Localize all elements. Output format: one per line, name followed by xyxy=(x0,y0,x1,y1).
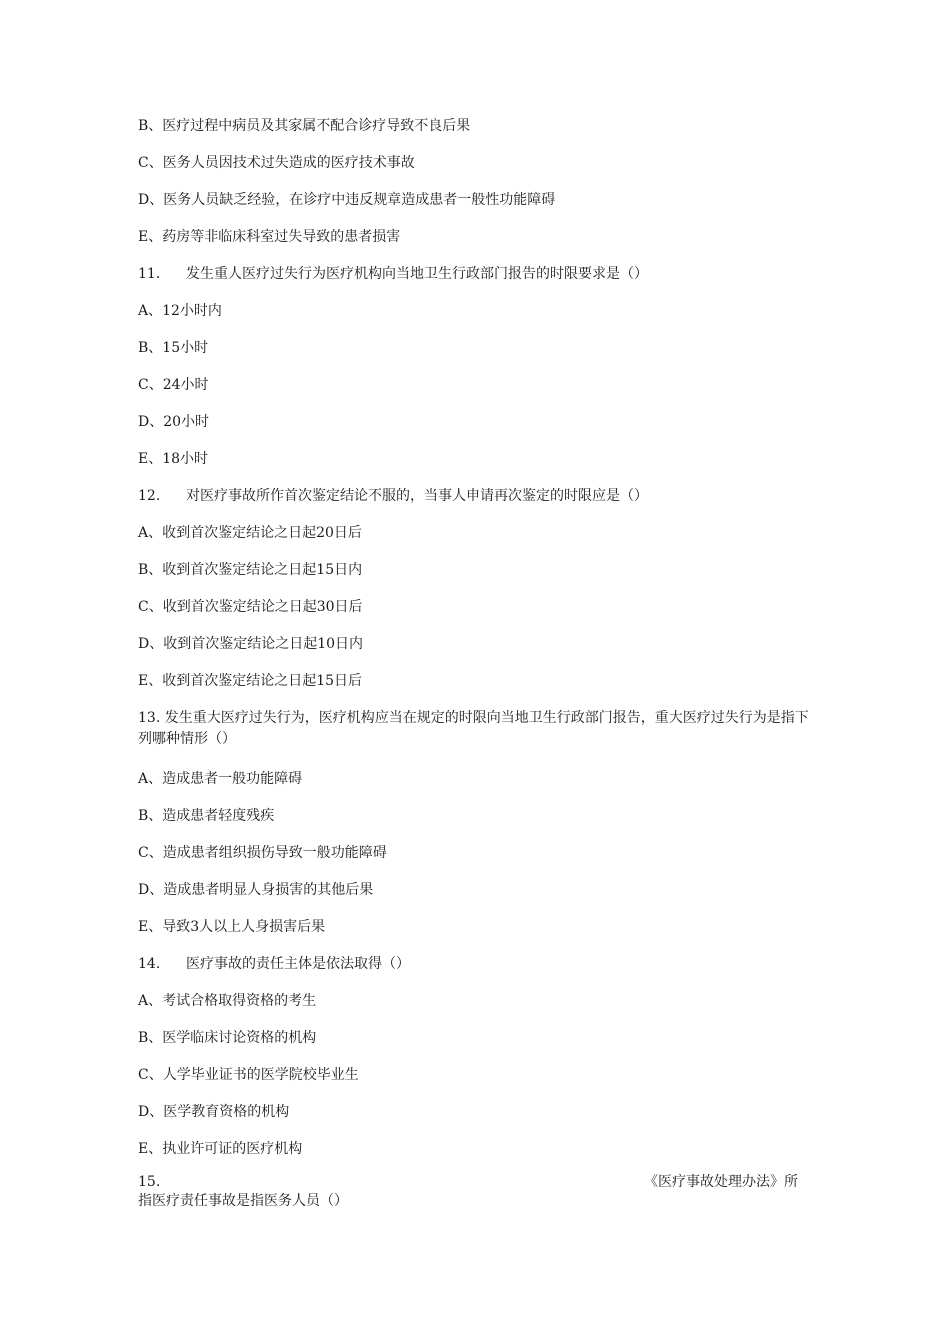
q15-stem-right: 《医疗事故处理办法》所 xyxy=(644,1174,798,1190)
q11-option-a: A、12小时内 xyxy=(138,303,222,319)
q12-option-d: D、收到首次鉴定结论之日起10日内 xyxy=(138,636,364,652)
q10-option-e: E、药房等非临床科室过失导致的患者损害 xyxy=(138,229,401,245)
q15-number: 15. xyxy=(138,1174,161,1190)
q14-option-c: C、人学毕业证书的医学院校毕业生 xyxy=(138,1067,359,1083)
q11-option-d: D、20小时 xyxy=(138,414,210,430)
q10-option-c: C、医务人员因技术过失造成的医疗技术事故 xyxy=(138,155,415,171)
q15-stem-continued: 指医疗责任事故是指医务人员（） xyxy=(138,1193,348,1209)
q12-option-e: E、收到首次鉴定结论之日起15日后 xyxy=(138,673,363,689)
q13-option-e: E、导致3人以上人身损害后果 xyxy=(138,919,326,935)
q11-number: 11. xyxy=(138,266,161,282)
q13-stem: 13. 发生重大医疗过失行为，医疗机构应当在规定的时限向当地卫生行政部门报告，重大医疗过失行为是指下列哪种情形（） xyxy=(138,710,809,747)
q11-stem: 发生重人医疗过失行为医疗机构向当地卫生行政部门报告的时限要求是（） xyxy=(186,266,648,282)
q12-option-a: A、收到首次鉴定结论之日起20日后 xyxy=(138,525,362,541)
q13-option-a: A、造成患者一般功能障碍 xyxy=(138,771,303,787)
q14-number: 14. xyxy=(138,956,161,972)
q14-option-d: D、医学教育资格的机构 xyxy=(138,1104,290,1120)
q12-number: 12. xyxy=(138,488,161,504)
q14-option-b: B、医学临床讨论资格的机构 xyxy=(138,1030,317,1046)
q11-option-b: B、15小时 xyxy=(138,340,209,356)
q11-option-c: C、24小时 xyxy=(138,377,209,393)
q10-option-d: D、医务人员缺乏经验，在诊疗中违反规章造成患者一般性功能障碍 xyxy=(138,192,556,208)
q11-stem-line xyxy=(138,264,648,284)
q14-option-a: A、考试合格取得资格的考生 xyxy=(138,993,317,1009)
q12-option-c: C、收到首次鉴定结论之日起30日后 xyxy=(138,599,363,615)
q12-option-b: B、收到首次鉴定结论之日起15日内 xyxy=(138,562,363,578)
q12-stem: 对医疗事故所作首次鉴定结论不服的，当事人申请再次鉴定的时限应是（） xyxy=(186,488,648,504)
q14-option-e: E、执业许可证的医疗机构 xyxy=(138,1141,303,1157)
q12-stem-line xyxy=(138,486,648,506)
q14-stem: 医疗事故的责任主体是依法取得（） xyxy=(186,956,410,972)
q11-option-e: E、18小时 xyxy=(138,451,209,467)
q14-stem-line xyxy=(138,954,410,974)
q10-option-b: B、医疗过程中病员及其家属不配合诊疗导致不良后果 xyxy=(138,118,471,134)
q13-option-c: C、造成患者组织损伤导致一般功能障碍 xyxy=(138,845,387,861)
q13-option-b: B、造成患者轻度残疾 xyxy=(138,808,275,824)
q13-option-d: D、造成患者明显人身损害的其他后果 xyxy=(138,882,374,898)
